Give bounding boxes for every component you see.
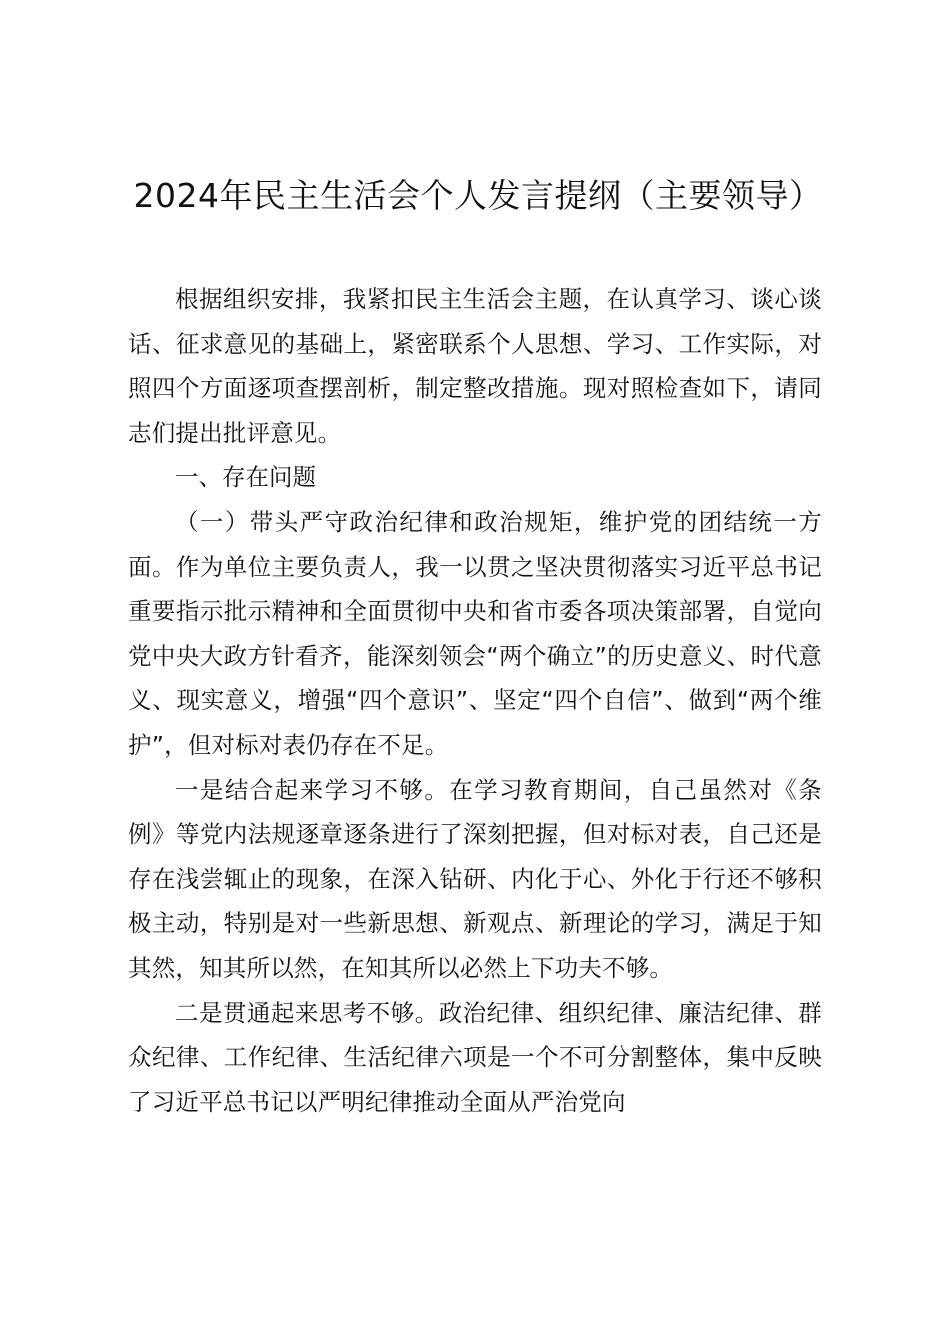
document-body	[128, 277, 822, 1124]
paragraph-intro: 根据组织安排，我紧扣民主生活会主题，在认真学习、谈心谈话、征求意见的基础上，紧密联系个人思想、学习、工作实际，对照四个方面逐项查摆剖析，制定整改措施。现对照检查如下，请同志们提出批评意见。	[128, 285, 822, 447]
document-title: 2024年民主生活会个人发言提纲（主要领导）	[133, 176, 823, 215]
paragraph-point-two: 二是贯通起来思考不够。政治纪律、组织纪律、廉洁纪律、群众纪律、工作纪律、生活纪律六项是一个不可分割整体，集中反映了习近平总书记以严明纪律推动全面从严治党向	[128, 998, 822, 1116]
paragraph-discipline: （一）带头严守政治纪律和政治规矩，维护党的团结统一方面。作为单位主要负责人，我一以贯之坚决贯彻落实习近平总书记重要指示批示精神和全面贯彻中央和省市委各项决策部署，自觉向党中央大政方针看齐，能深刻领会“两个确立”的历史意义、时代意义、现实意义，增强“四个意识”、坚定“四个自信”、做到“两个维护”，但对标对表仍存在不足。	[128, 507, 822, 759]
paragraph-point-one: 一是结合起来学习不够。在学习教育期间，自己虽然对《条例》等党内法规逐章逐条进行了深刻把握，但对标对表，自己还是存在浅尝辄止的现象，在深入钻研、内化于心、外化于行还不够积极主动，特别是对一些新思想、新观点、新理论的学习，满足于知其然，知其所以然，在知其所以必然上下功夫不够。	[128, 775, 822, 982]
section-heading-problems: 一、存在问题	[175, 463, 316, 492]
